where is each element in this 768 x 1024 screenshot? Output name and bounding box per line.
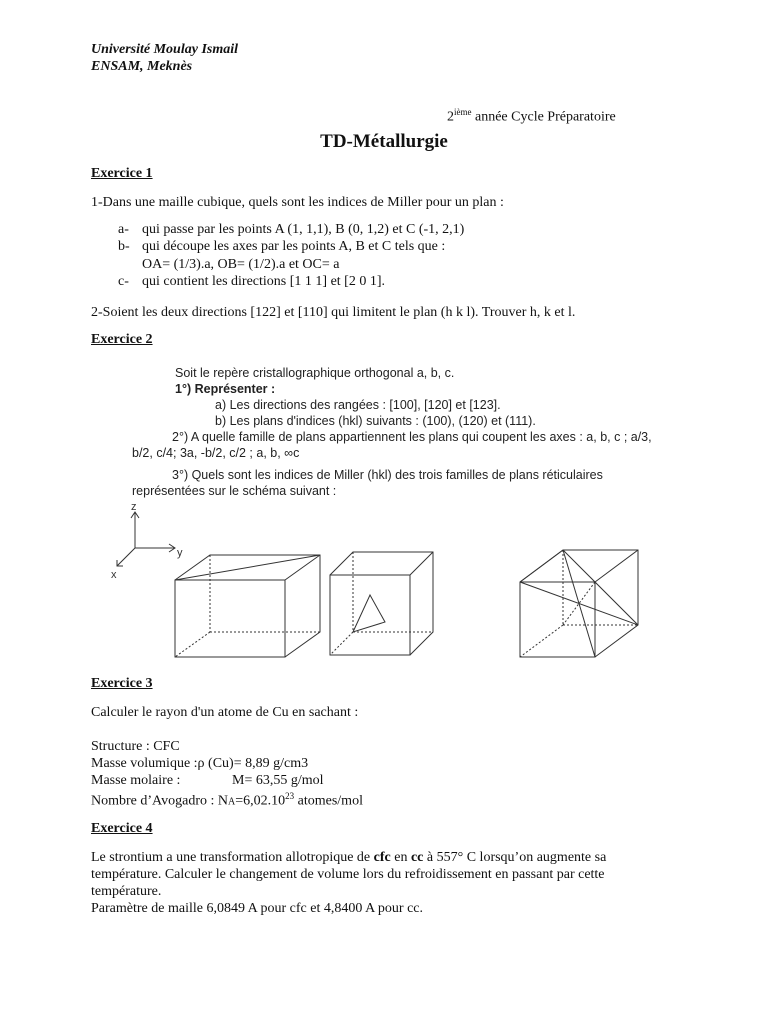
ex2-q3-line2: représentées sur le schéma suivant : — [132, 484, 337, 498]
exercise-4-heading: Exercice 4 — [91, 821, 153, 836]
ex1-item-c: qui contient les directions [1 1 1] et [2 0 1]. — [142, 274, 385, 289]
ex1-item-b: qui découpe les axes par les points A, B et C tels que : — [142, 239, 446, 254]
ex1-question-1: 1-Dans une maille cubique, quels sont les indices de Miller pour un plan : — [91, 195, 504, 210]
year-level: 2ième année Cycle Préparatoire — [447, 107, 616, 125]
ex2-q1: 1°) Représenter : — [175, 382, 276, 396]
school-name: ENSAM, Meknès — [91, 59, 193, 74]
ex3-intro: Calculer le rayon d'un atome de Cu en sachant : — [91, 705, 359, 720]
ex2-q1a: a) Les directions des rangées : [100], [120] et [123]. — [215, 398, 501, 412]
ex1-item-a: qui passe par les points A (1, 1,1), B (0, 1,2) et C (-1, 2,1) — [142, 222, 465, 237]
ex4-line-2: température. Calculer le changement de volume lors du refroidissement en passant par cette — [91, 867, 605, 882]
cube-1-icon — [175, 555, 320, 657]
ex1-item-b-line2: OA= (1/3).a, OB= (1/2).a et OC= a — [142, 257, 340, 272]
ex2-intro: Soit le repère cristallographique orthogonal a, b, c. — [175, 366, 455, 380]
axis-y-label: y — [177, 547, 183, 559]
crystal-planes-diagram — [95, 500, 655, 680]
axes-icon — [117, 512, 175, 566]
ex1-item-b-mark: b- — [118, 239, 130, 254]
ex2-q2-line2: b/2, c/4; 3a, -b/2, c/2 ; a, b, ∞c — [132, 446, 300, 460]
ex3-masse-molaire-label: Masse molaire : — [91, 773, 181, 788]
exercise-2-heading: Exercice 2 — [91, 332, 153, 347]
ex4-line-3: température. — [91, 884, 162, 899]
cube-3-icon — [520, 550, 638, 657]
ex1-question-2: 2-Soient les deux directions [122] et [110] qui limitent le plan (h k l). Trouver h, k et l. — [91, 305, 576, 320]
ex1-item-a-mark: a- — [118, 222, 129, 237]
ex3-masse-molaire-value: M= 63,55 g/mol — [232, 773, 324, 788]
axis-z-label: z — [131, 501, 137, 513]
axis-x-label: x — [111, 569, 117, 581]
ex2-q2: 2°) A quelle famille de plans appartiennent les plans qui coupent les axes : a, b, c ; a/3, — [172, 430, 652, 444]
ex3-avogadro: Nombre d’Avogadro : $NA=6,02.10^{23}$ atomes/mol — [91, 791, 363, 809]
ex4-line-1: Le strontium a une transformation allotropique de cfc en cc à 557° C lorsqu’on augmente sa — [91, 850, 607, 865]
exercise-3-heading: Exercice 3 — [91, 676, 153, 691]
ex2-q3: 3°) Quels sont les indices de Miller (hkl) des trois familles de plans réticulaires — [172, 468, 603, 482]
ex1-item-c-mark: c- — [118, 274, 129, 289]
ex2-q1b: b) Les plans d'indices (hkl) suivants : (100), (120) et (111). — [215, 414, 536, 428]
page-title: TD-Métallurgie — [320, 131, 448, 152]
ex3-structure: Structure : CFC — [91, 739, 180, 754]
cube-2-icon — [330, 552, 433, 655]
university-name: Université Moulay Ismail — [91, 42, 239, 57]
exercise-1-heading: Exercice 1 — [91, 166, 153, 181]
ex3-masse-volumique: Masse volumique :ρ (Cu)= 8,89 g/cm3 — [91, 756, 309, 771]
ex4-line-4: Paramètre de maille 6,0849 A pour cfc et 4,8400 A pour cc. — [91, 901, 424, 916]
